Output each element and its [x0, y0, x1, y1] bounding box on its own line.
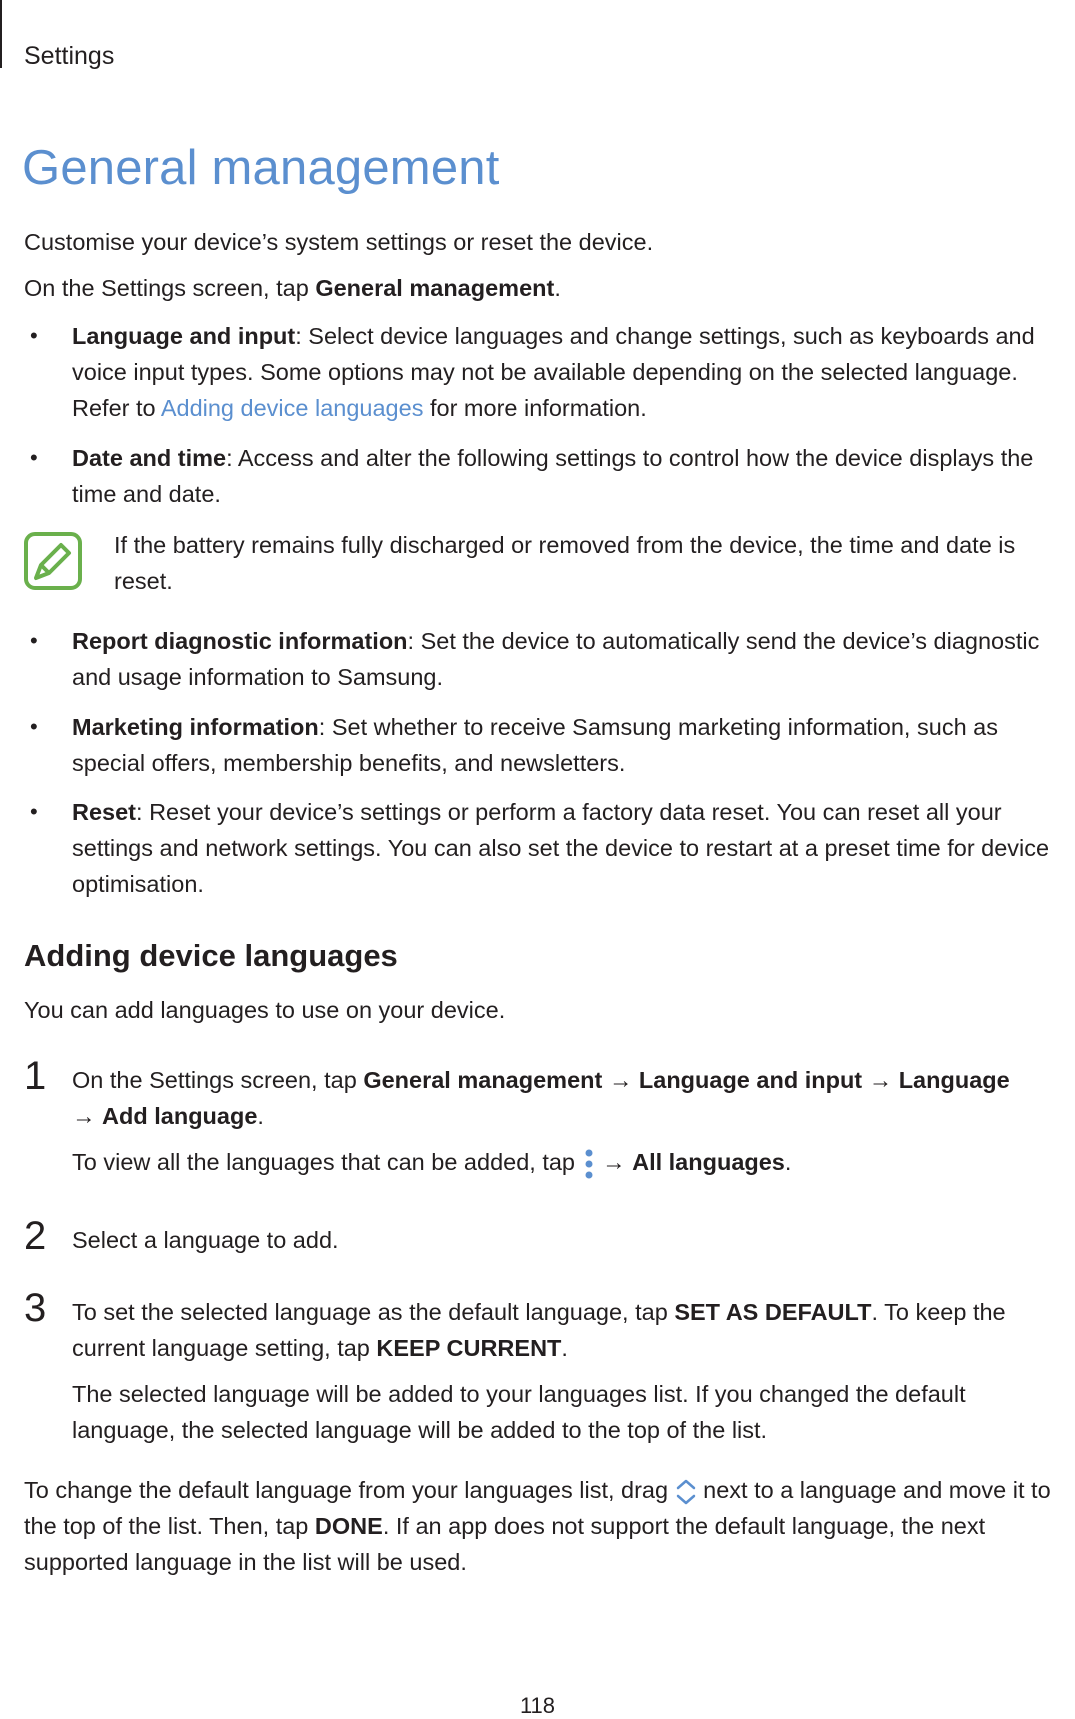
note-text: If the battery remains fully discharged or removed from the device, the time and date is reset. [114, 532, 1016, 594]
bullet-term: Language and input [72, 323, 296, 349]
step-3 [24, 1286, 1064, 1448]
bullet-body: : Set whether to receive Samsung marketing information, such as special offers, membership benefits, and newsletters. [72, 714, 998, 776]
closing-suffix: . If an app does not support the default language, the next supported language in the list will be used. [24, 1513, 986, 1575]
step-suffix: . [257, 1103, 264, 1129]
closing-bold: DONE [314, 1513, 383, 1539]
step-sub-suffix: . [784, 1149, 792, 1175]
bullet-body: : Reset your device’s settings or perform a factory data reset. You can reset all your settings and network settings. You can also set the device to restart at a preset time for device optimisation. [72, 799, 1050, 897]
bullet-dot: • [30, 323, 38, 348]
step-sub-bold: All languages [632, 1149, 785, 1175]
intro-line-2-text: On the Settings screen, tap [24, 275, 316, 301]
reorder-handle-icon [675, 1477, 697, 1507]
step-1 [24, 1054, 1064, 1181]
note-icon [24, 532, 82, 590]
bullet-text [72, 623, 1062, 695]
bullet-body: : Select device languages and change settings, such as keyboards and voice input types. Some options may not be available depending on the selected language. Refer to [72, 323, 1035, 421]
bullet-body: : Set the device to automatically send the device’s diagnostic and usage information to Samsung. [72, 628, 1040, 690]
bullet-dot: • [30, 799, 38, 824]
bullet-language-and-input [24, 318, 1064, 426]
bullet-report-diagnostic [24, 623, 1064, 695]
bullet-date-and-time [24, 440, 1064, 512]
page-number: 118 [519, 1693, 556, 1718]
step-sub-prefix: To view all the languages that can be added, tap [72, 1149, 582, 1175]
step-bold-3: Language [898, 1067, 1010, 1093]
step-bold-1: General management [363, 1067, 603, 1093]
arrow: → [862, 1067, 899, 1093]
step-bold-2: Language and input [638, 1067, 863, 1093]
bullet-body: : Access and alter the following settings to control how the device displays the time and date. [72, 445, 1034, 507]
step-suffix: . [561, 1335, 568, 1361]
step-text [72, 1294, 1072, 1366]
bullet-reset [24, 794, 1064, 902]
arrow: → [595, 1149, 633, 1175]
step-text [72, 1062, 1072, 1134]
arrow: → [602, 1067, 639, 1093]
running-header: Settings [24, 42, 115, 70]
bullet-term: Reset [72, 799, 137, 825]
adding-device-languages-link[interactable]: Adding device languages [160, 395, 424, 421]
intro-line-2 [24, 270, 561, 306]
closing-prefix: To change the default language from your languages list, drag [24, 1477, 675, 1503]
step-prefix: To set the selected language as the default language, tap [72, 1299, 675, 1325]
bullet-term: Report diagnostic information [72, 628, 408, 654]
step-number: 3 [24, 1286, 47, 1330]
bullet-text [72, 709, 1062, 781]
bullet-after: for more information. [423, 395, 647, 421]
intro-line-2-bold: General management [315, 275, 555, 301]
step-number: 1 [24, 1054, 47, 1098]
closing-middle: next to a language and move it to the top of the list. Then, tap [24, 1477, 1051, 1539]
arrow: → [72, 1103, 103, 1129]
intro-line-2-suffix: . [554, 275, 561, 301]
bullet-dot: • [30, 714, 38, 739]
step-prefix: On the Settings screen, tap [72, 1067, 364, 1093]
step-number: 2 [24, 1214, 47, 1258]
page-title: General management [22, 141, 500, 195]
step-bold-1: SET AS DEFAULT [674, 1299, 872, 1325]
bullet-dot: • [30, 628, 38, 653]
page-edge-line [0, 0, 2, 68]
step-bold-2: KEEP CURRENT [376, 1335, 562, 1361]
closing-paragraph [24, 1472, 1054, 1580]
bullet-marketing-information [24, 709, 1064, 781]
bullet-term: Marketing information [72, 714, 319, 740]
step-subtext [72, 1144, 1072, 1181]
step-mid: . To keep the current language setting, tap [72, 1299, 1006, 1361]
step-subtext: The selected language will be added to your languages list. If you changed the default language, the selected language will be added to the top of the list. [72, 1381, 966, 1443]
section-intro: You can add languages to use on your device. [24, 997, 506, 1023]
bullet-dot: • [30, 445, 38, 470]
step-text: Select a language to add. [72, 1227, 339, 1253]
bullet-term: Date and time [72, 445, 227, 471]
section-heading: Adding device languages [24, 938, 398, 973]
intro-line-1: Customise your device’s system settings or reset the device. [24, 229, 654, 255]
bullet-text [72, 318, 1062, 426]
step-bold-4: Add language [102, 1103, 258, 1129]
bullet-text [72, 440, 1062, 512]
more-options-icon [582, 1147, 596, 1181]
bullet-text [72, 794, 1062, 902]
step-2 [24, 1214, 1064, 1258]
